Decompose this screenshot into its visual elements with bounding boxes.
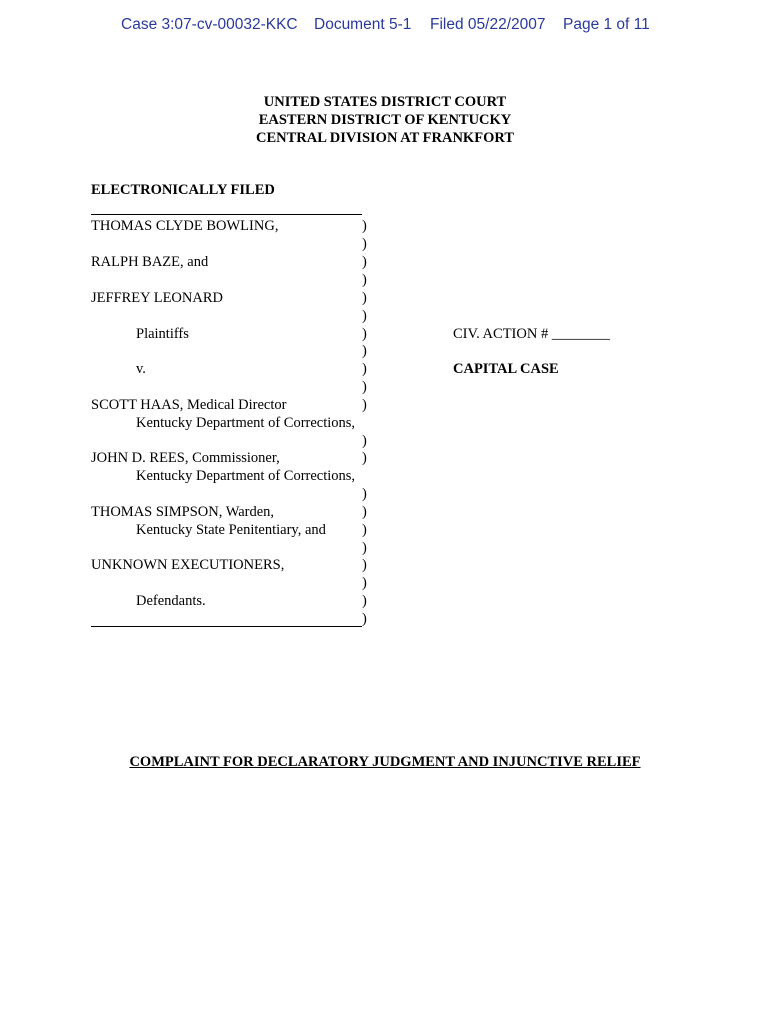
complaint-title: COMPLAINT FOR DECLARATORY JUDGMENT AND INJUNCTIVE RELIEF <box>129 754 641 770</box>
caption-paren: ) <box>362 290 367 306</box>
caption-paren: ) <box>362 379 367 395</box>
caption-paren: ) <box>362 308 367 324</box>
header-document-number: Document 5-1 <box>314 16 412 33</box>
versus-label: v. <box>136 361 146 377</box>
court-district: EASTERN DISTRICT OF KENTUCKY <box>258 112 512 128</box>
caption-paren: ) <box>362 361 367 377</box>
caption-paren: ) <box>362 326 367 342</box>
caption-paren: ) <box>362 218 367 234</box>
electronically-filed-label: ELECTRONICALLY FILED <box>91 182 275 198</box>
court-name: UNITED STATES DISTRICT COURT <box>263 94 507 110</box>
caption-paren: ) <box>362 343 367 359</box>
caption-paren: ) <box>362 397 367 413</box>
header-case-number: Case 3:07-cv-00032-KKC <box>121 16 298 33</box>
header-page-number: Page 1 of 11 <box>563 16 650 33</box>
caption-paren: ) <box>362 611 367 627</box>
caption-paren: ) <box>362 236 367 252</box>
court-heading <box>0 93 770 147</box>
plaintiff-name: RALPH BAZE, and <box>91 254 209 270</box>
header-filed-date: Filed 05/22/2007 <box>430 16 546 33</box>
caption-paren: ) <box>362 540 367 556</box>
defendants-label: Defendants. <box>136 593 206 609</box>
plaintiffs-label: Plaintiffs <box>136 326 189 342</box>
defendant-organization: Kentucky State Penitentiary, and <box>136 522 326 538</box>
caption-paren: ) <box>362 433 367 449</box>
defendant-name: UNKNOWN EXECUTIONERS, <box>91 557 285 573</box>
caption-paren: ) <box>362 272 367 288</box>
capital-case-label: CAPITAL CASE <box>453 361 559 377</box>
plaintiff-name: THOMAS CLYDE BOWLING, <box>91 218 279 234</box>
caption-paren: ) <box>362 486 367 502</box>
caption-paren: ) <box>362 575 367 591</box>
court-division: CENTRAL DIVISION AT FRANKFORT <box>256 130 514 146</box>
caption-top-rule <box>91 214 362 215</box>
defendant-name: THOMAS SIMPSON, Warden, <box>91 504 275 520</box>
plaintiff-name: JEFFREY LEONARD <box>91 290 223 306</box>
caption-bottom-rule <box>91 626 362 627</box>
caption-paren: ) <box>362 593 367 609</box>
caption-paren: ) <box>362 557 367 573</box>
caption-paren: ) <box>362 522 367 538</box>
defendant-name: SCOTT HAAS, Medical Director <box>91 397 287 413</box>
caption-paren: ) <box>362 450 367 466</box>
civil-action-number: CIV. ACTION # ________ <box>453 326 610 342</box>
caption-paren: ) <box>362 254 367 270</box>
defendant-name: JOHN D. REES, Commissioner, <box>91 450 280 466</box>
defendant-organization: Kentucky Department of Corrections, <box>136 468 356 484</box>
defendant-organization: Kentucky Department of Corrections, <box>136 415 356 431</box>
caption-paren: ) <box>362 504 367 520</box>
